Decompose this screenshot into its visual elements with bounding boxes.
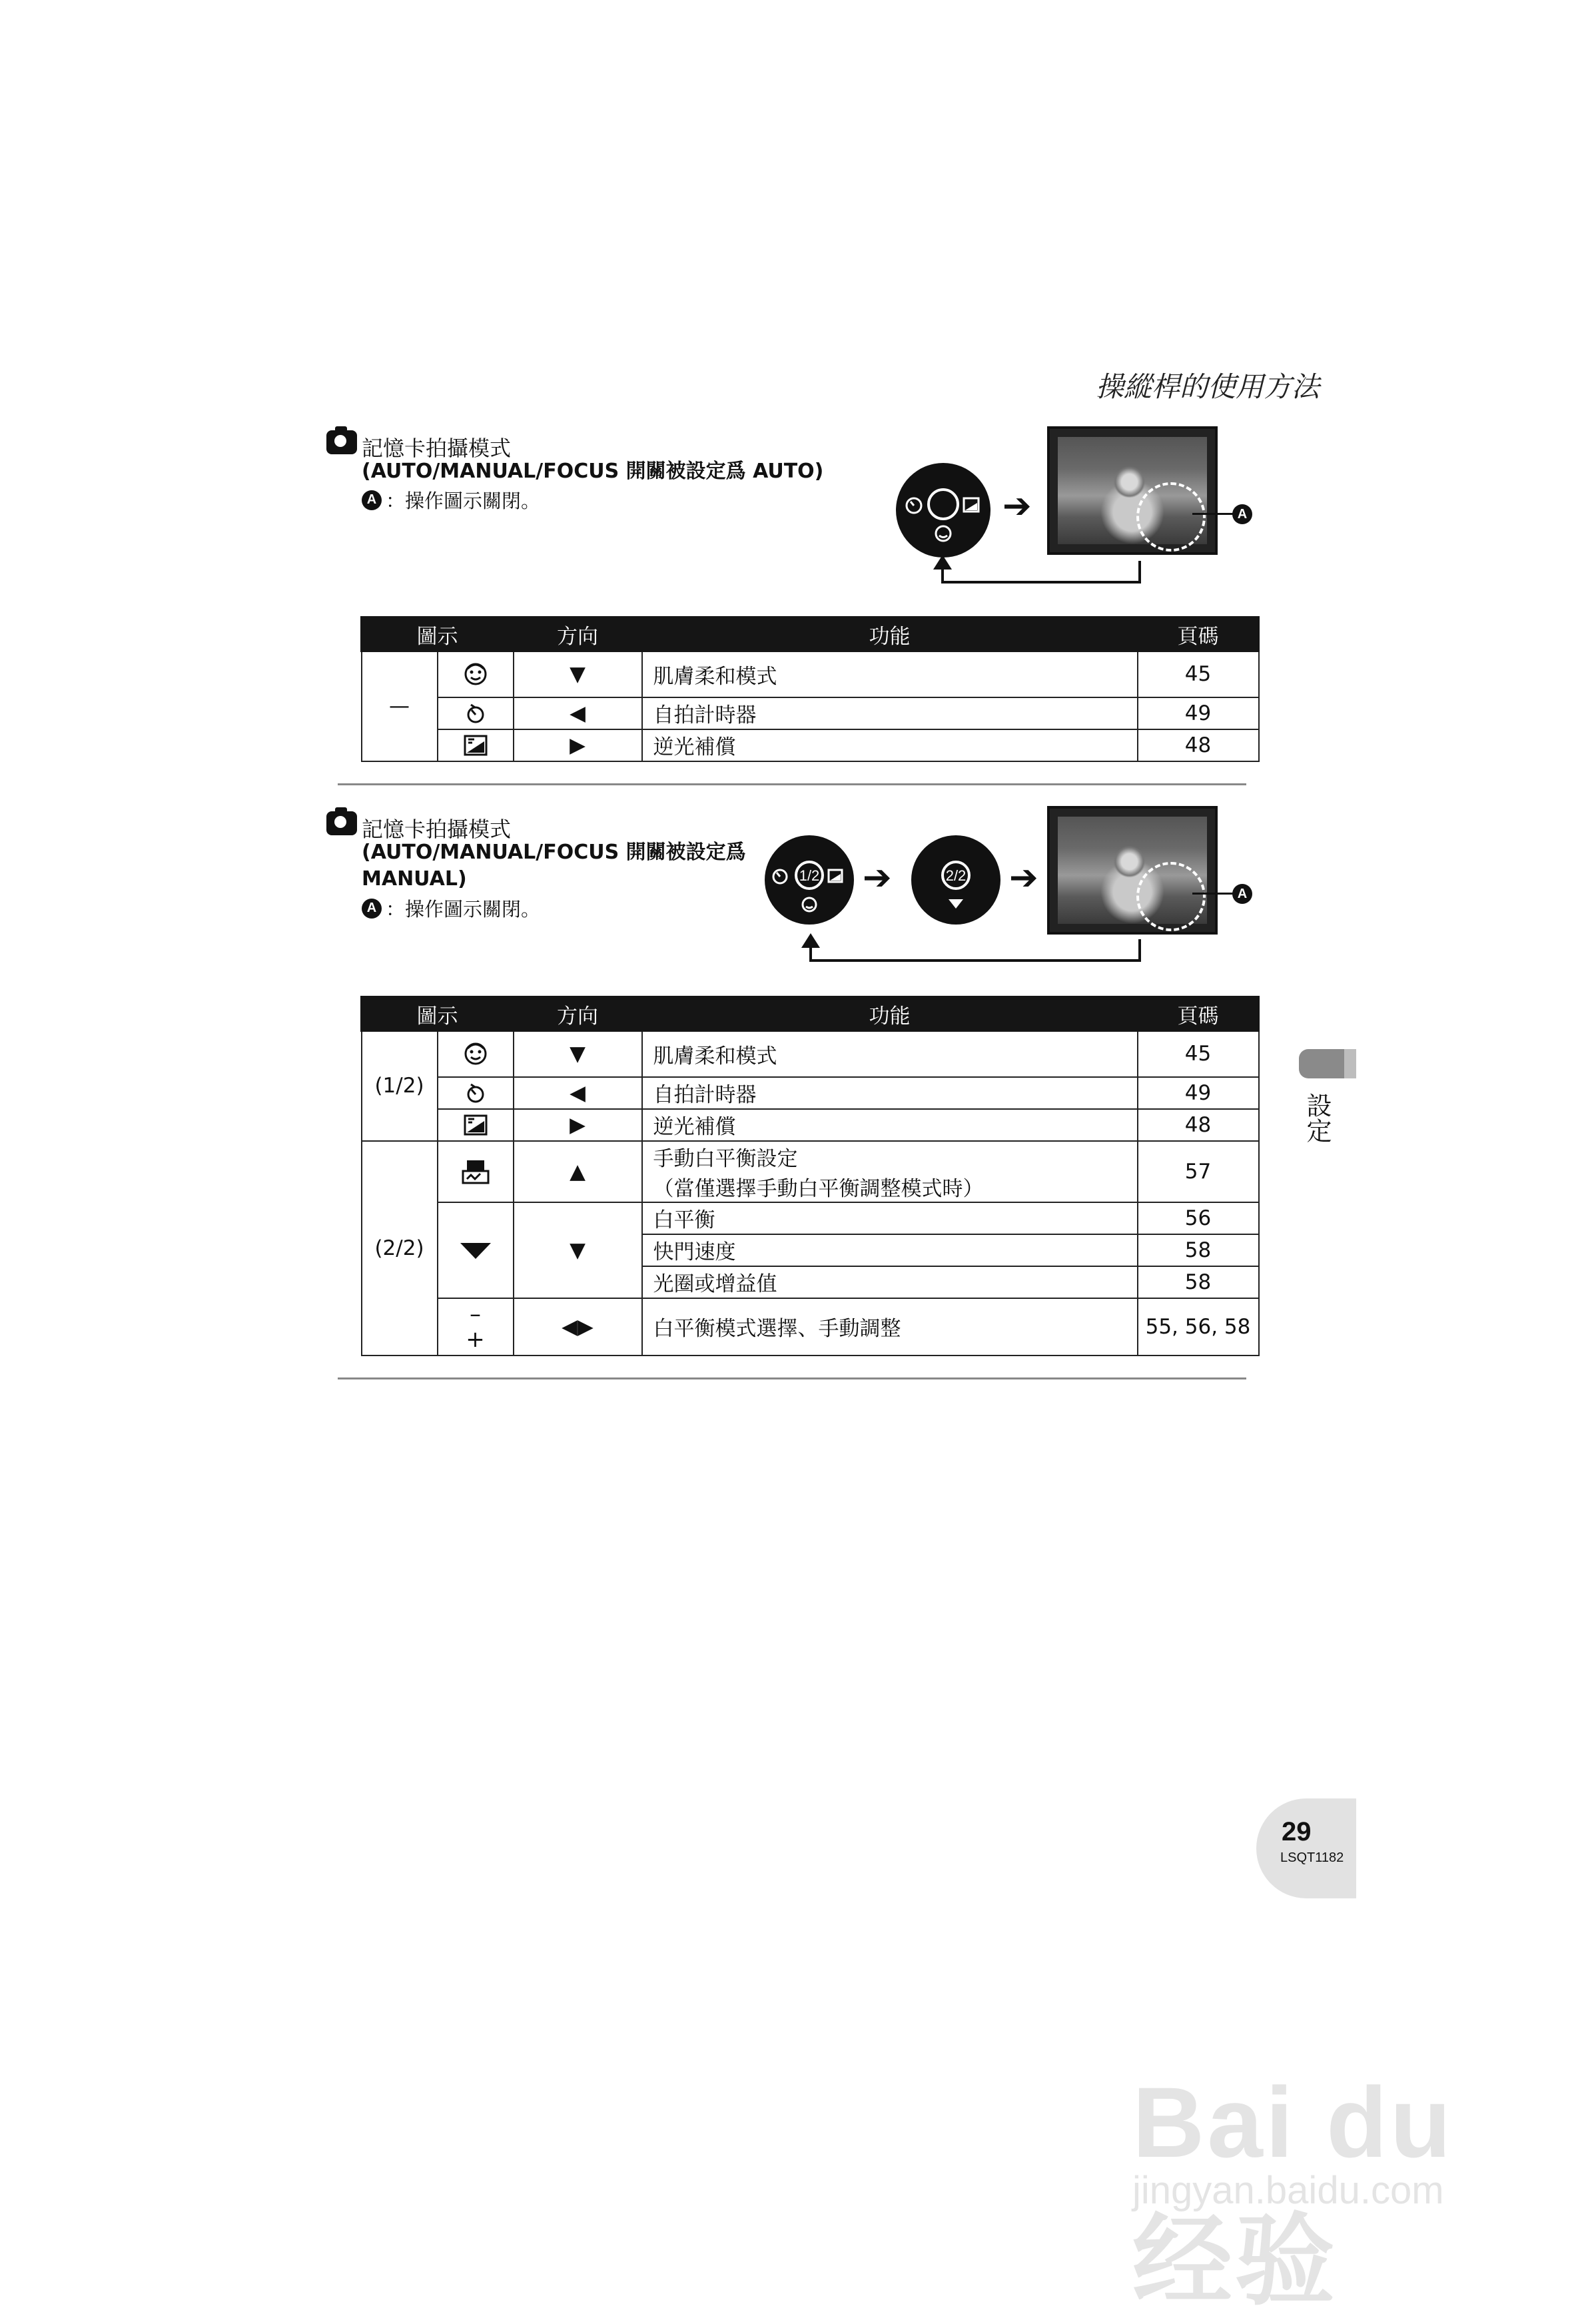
- side-tab-marker: [1299, 1049, 1344, 1078]
- table-row: [362, 729, 1259, 761]
- direction-cell: ▼: [514, 1202, 642, 1298]
- icon-cell: [438, 1298, 514, 1356]
- direction-cell: ◀▶: [514, 1298, 642, 1356]
- soft-skin-icon: [803, 898, 816, 911]
- baidu-watermark: Bai du 经验: [1132, 2066, 1454, 2317]
- section-divider: [338, 1377, 1246, 1379]
- return-loop-line: [809, 939, 1141, 962]
- page-cell: 58: [1138, 1234, 1259, 1266]
- self-timer-icon: [907, 498, 921, 513]
- page-cell: 49: [1138, 697, 1259, 729]
- header-icon: 圖示: [362, 997, 514, 1031]
- soft-skin-icon: [936, 526, 951, 541]
- direction-cell: ▼: [514, 1031, 642, 1077]
- section1-note: [362, 486, 540, 514]
- operation-icon-area: [1136, 862, 1206, 931]
- page-cell: 45: [1138, 1031, 1259, 1077]
- page-cell: 49: [1138, 1077, 1259, 1109]
- table-manual-mode: [360, 996, 1260, 1356]
- direction-cell: ▶: [514, 729, 642, 761]
- header-direction: 方向: [514, 617, 642, 651]
- preview-photo: [1047, 426, 1218, 555]
- callout-line: [1192, 893, 1234, 895]
- function-cell: 逆光補償: [642, 729, 1138, 761]
- icon-cell: [438, 1109, 514, 1141]
- page-cell: 58: [1138, 1266, 1259, 1298]
- table-row: [362, 1202, 1259, 1234]
- soft-skin-icon: [462, 661, 489, 687]
- table-row: [362, 1077, 1259, 1109]
- dial1-page-label: 1/2: [799, 867, 820, 884]
- section1-note-text: ：操作圖示關閉。: [386, 490, 541, 512]
- soft-skin-icon: [462, 1040, 489, 1067]
- side-section-label: 設定: [1302, 1092, 1332, 1143]
- table-row: [362, 1298, 1259, 1356]
- flow-arrow-icon: ➔: [1002, 486, 1032, 526]
- side-tab-marker-light: [1344, 1049, 1356, 1078]
- function-cell: 快門速度: [642, 1234, 1138, 1266]
- table-row: [362, 697, 1259, 729]
- header-page: 頁碼: [1138, 997, 1259, 1031]
- section2-subtitle-line2: MANUAL): [362, 867, 467, 891]
- return-loop-line: [941, 561, 1141, 583]
- function-cell: 逆光補償: [642, 1109, 1138, 1141]
- table-auto-mode: [360, 616, 1260, 762]
- function-text: 手動白平衡設定: [653, 1146, 798, 1171]
- section1-subtitle: (AUTO/MANUAL/FOCUS 開關被設定爲 AUTO): [362, 460, 824, 483]
- function-cell: 自拍計時器: [642, 697, 1138, 729]
- page-cell: 45: [1138, 651, 1259, 697]
- icon-cell: [438, 1202, 514, 1298]
- callout-a-marker: A: [1232, 884, 1252, 904]
- header-function: 功能: [642, 997, 1138, 1031]
- header-function: 功能: [642, 617, 1138, 651]
- table-header-row: [362, 617, 1259, 651]
- flow-arrow-icon: ➔: [863, 858, 892, 898]
- page-cell: 57: [1138, 1141, 1259, 1202]
- page-header-title: 操縱桿的使用方法: [1095, 370, 1320, 403]
- section2-note: [362, 895, 540, 922]
- section1-title: 記憶卡拍攝模式: [362, 436, 512, 461]
- camera-icon: [326, 811, 357, 835]
- header-page: 頁碼: [1138, 617, 1259, 651]
- direction-cell: ◀: [514, 697, 642, 729]
- down-triangle-icon: [459, 1240, 492, 1260]
- function-text-note: （當僅選擇手動白平衡調整模式時）: [653, 1176, 984, 1201]
- icon-cell: [438, 651, 514, 697]
- callout-a-badge: A: [362, 490, 382, 510]
- direction-cell: ◀: [514, 1077, 642, 1109]
- dial-icons: [896, 463, 991, 558]
- function-cell: 白平衡: [642, 1202, 1138, 1234]
- icon-cell: [438, 1141, 514, 1202]
- callout-a-marker: A: [1232, 504, 1252, 524]
- icon-cell: [438, 697, 514, 729]
- up-arrow-icon: [801, 933, 820, 948]
- direction-cell: ▲: [514, 1141, 642, 1202]
- section-divider: [338, 783, 1246, 785]
- function-cell: 肌膚柔和模式: [642, 1031, 1138, 1077]
- operation-icon-area: [1136, 482, 1206, 552]
- group-label: (1/2): [362, 1031, 438, 1141]
- section2-note-text: ：操作圖示關閉。: [386, 898, 541, 921]
- function-cell: 自拍計時器: [642, 1077, 1138, 1109]
- section2-subtitle-line1: (AUTO/MANUAL/FOCUS 開關被設定爲: [362, 841, 746, 864]
- page-number-tab: [1256, 1798, 1356, 1898]
- page-cell: 48: [1138, 1109, 1259, 1141]
- page-cell: 56: [1138, 1202, 1259, 1234]
- icon-cell: [438, 1031, 514, 1077]
- page-cell: 55, 56, 58: [1138, 1298, 1259, 1356]
- section2-title: 記憶卡拍攝模式: [362, 817, 512, 842]
- page-cell: 48: [1138, 729, 1259, 761]
- direction-cell: ▶: [514, 1109, 642, 1141]
- baidu-watermark-url: jingyan.baidu.com: [1132, 2169, 1444, 2212]
- joystick-dial: [896, 463, 991, 558]
- callout-line: [1192, 513, 1234, 515]
- group-label: (2/2): [362, 1141, 438, 1356]
- function-cell: 白平衡模式選擇、手動調整: [642, 1298, 1138, 1356]
- self-timer-icon: [773, 870, 787, 883]
- icon-cell: [438, 729, 514, 761]
- table-row: [362, 651, 1259, 697]
- direction-cell: ▼: [514, 651, 642, 697]
- group-label: —: [362, 651, 438, 761]
- header-direction: 方向: [514, 997, 642, 1031]
- minus-icon: –: [470, 1300, 481, 1328]
- table-row: [362, 1031, 1259, 1077]
- backlight-icon: [464, 735, 488, 756]
- dial2-page-label: 2/2: [945, 867, 967, 884]
- flow-arrow-icon: ➔: [1009, 858, 1038, 898]
- camera-icon: [326, 430, 357, 454]
- table-row: [362, 1109, 1259, 1141]
- backlight-icon: [464, 1114, 488, 1136]
- down-triangle-icon: [949, 899, 963, 909]
- plus-icon: +: [466, 1326, 485, 1353]
- table-row: [362, 1141, 1259, 1202]
- self-timer-icon: [464, 702, 487, 725]
- document-code: LSQT1182: [1280, 1850, 1344, 1865]
- backlight-icon: [829, 870, 842, 882]
- joystick-dial-page2: [911, 835, 1000, 925]
- callout-a-badge: A: [362, 899, 382, 919]
- function-cell: [642, 1141, 1138, 1202]
- self-timer-icon: [464, 1082, 487, 1104]
- dial2-icons: [911, 835, 1000, 925]
- page-number: 29: [1282, 1817, 1312, 1846]
- preview-photo: [1047, 806, 1218, 935]
- dial-icons: [765, 835, 854, 925]
- function-cell: 光圈或增益值: [642, 1266, 1138, 1298]
- icon-cell: [438, 1077, 514, 1109]
- white-balance-set-icon: [462, 1159, 490, 1184]
- backlight-icon: [964, 498, 979, 512]
- header-icon: 圖示: [362, 617, 514, 651]
- up-arrow-icon: [933, 555, 952, 570]
- table-header-row: [362, 997, 1259, 1031]
- function-cell: 肌膚柔和模式: [642, 651, 1138, 697]
- joystick-dial-page1: [765, 835, 854, 925]
